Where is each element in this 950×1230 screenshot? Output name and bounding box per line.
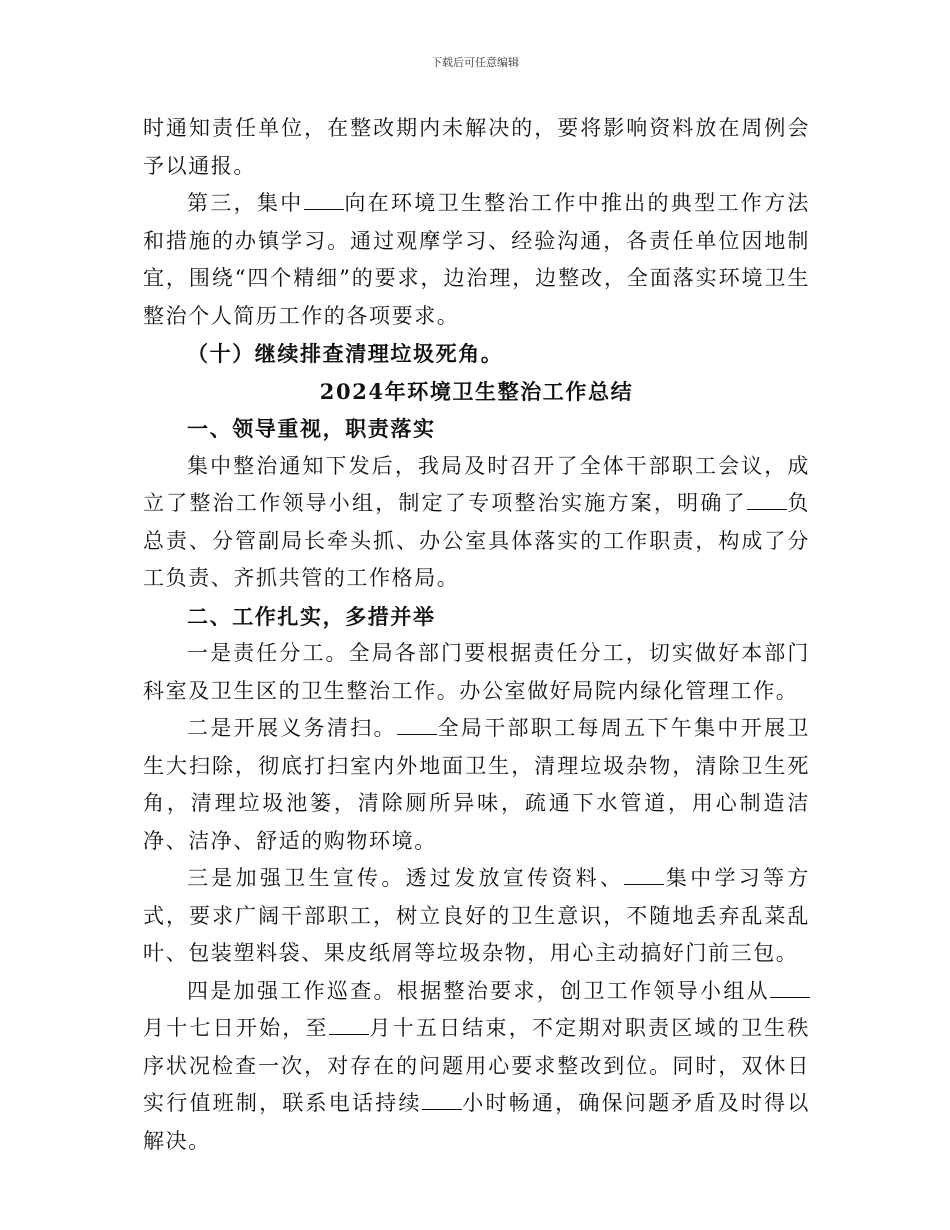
paragraph-responsibility bbox=[143, 635, 810, 710]
paragraph-text: 小时畅通，确保问题矛盾及时得以解决。 bbox=[143, 1091, 811, 1153]
paragraph-leadership bbox=[143, 448, 810, 598]
paragraph-text: 向在环境卫生整治工作中推出的典型工作方法和措施的办镇学习。通过观摩学习、经验沟通，各责任单位因地制宜，围绕“四个精细”的要求，边治理，边整改，全面落实环境卫生整治个人简历工作的各项要求。 bbox=[143, 191, 811, 328]
fill-in-blank bbox=[329, 1016, 369, 1035]
fill-in-blank bbox=[304, 191, 344, 210]
section-heading-ten bbox=[143, 335, 810, 373]
paragraph-publicity bbox=[143, 860, 810, 973]
paragraph-text: 月十七日开始，至 bbox=[143, 1016, 329, 1040]
paragraph-text: 负总责、分管副局长牵头抓、办公室具体落实的工作职责，构成了分工负责、齐抓共管的工作格局。 bbox=[143, 491, 810, 590]
heading-text: （十）继续排查清理垃圾死角。 bbox=[187, 341, 504, 366]
paragraph-cleaning bbox=[143, 710, 810, 860]
fill-in-blank bbox=[747, 491, 787, 510]
paragraph-text: 二是开展义务清扫。 bbox=[187, 716, 397, 740]
fill-in-blank bbox=[422, 1091, 462, 1110]
section-heading-one bbox=[143, 410, 810, 448]
document-title bbox=[143, 373, 810, 411]
paragraph-text: 集中学习等方式，要求广阔干部职工，树立良好的卫生意识，不随地丢弃乱菜乱叶、包装塑料袋、果皮纸屑等垃圾杂物，用心主动搞好门前三包。 bbox=[143, 866, 810, 965]
fill-in-blank bbox=[624, 866, 664, 885]
document-body bbox=[143, 110, 810, 1160]
paragraph-third-point bbox=[143, 185, 810, 335]
heading-text: 一、领导重视，职责落实 bbox=[187, 416, 436, 441]
section-heading-two bbox=[143, 598, 810, 636]
paragraph-inspection bbox=[143, 973, 810, 1161]
paragraph-continuation bbox=[143, 110, 810, 185]
title-text: 2024年环境卫生整治工作总结 bbox=[319, 378, 634, 404]
heading-text: 二、工作扎实，多措并举 bbox=[187, 603, 436, 629]
fill-in-blank bbox=[770, 979, 810, 998]
paragraph-text: 全局干部职工每周五下午集中开展卫生大扫除，彻底打扫室内外地面卫生，清理垃圾杂物，清除卫生死角，清理垃圾池篓，清除厕所异味，疏通下水管道，用心制造洁净、洁净、舒适的购物环境。 bbox=[143, 716, 810, 853]
paragraph-text: 第三，集中 bbox=[187, 191, 304, 215]
paragraph-text: 四是加强工作巡查。根据整治要求，创卫工作领导小组从 bbox=[187, 978, 770, 1003]
fill-in-blank bbox=[397, 716, 437, 735]
paragraph-text: 月十五日结束，不定期对职责区域的卫生秩序状况检查一次，对存在的问题用心要求整改到位。同时，双休日实行值班制，联系电话持续 bbox=[143, 1016, 810, 1115]
paragraph-text: 集中整治通知下发后，我局及时召开了全体干部职工会议，成立了整治工作领导小组，制定了专项整治实施方案，明确了 bbox=[143, 453, 810, 515]
page-header-note: 下载后可任意编辑 bbox=[431, 56, 519, 69]
paragraph-text: 时通知责任单位，在整改期内未解决的，要将影响资料放在周例会予以通报。 bbox=[143, 116, 810, 178]
paragraph-text: 一是责任分工。全局各部门要根据责任分工，切实做好本部门科室及卫生区的卫生整治工作。办公室做好局院内绿化管理工作。 bbox=[143, 641, 810, 703]
paragraph-text: 三是加强卫生宣传。透过发放宣传资料、 bbox=[187, 866, 625, 890]
